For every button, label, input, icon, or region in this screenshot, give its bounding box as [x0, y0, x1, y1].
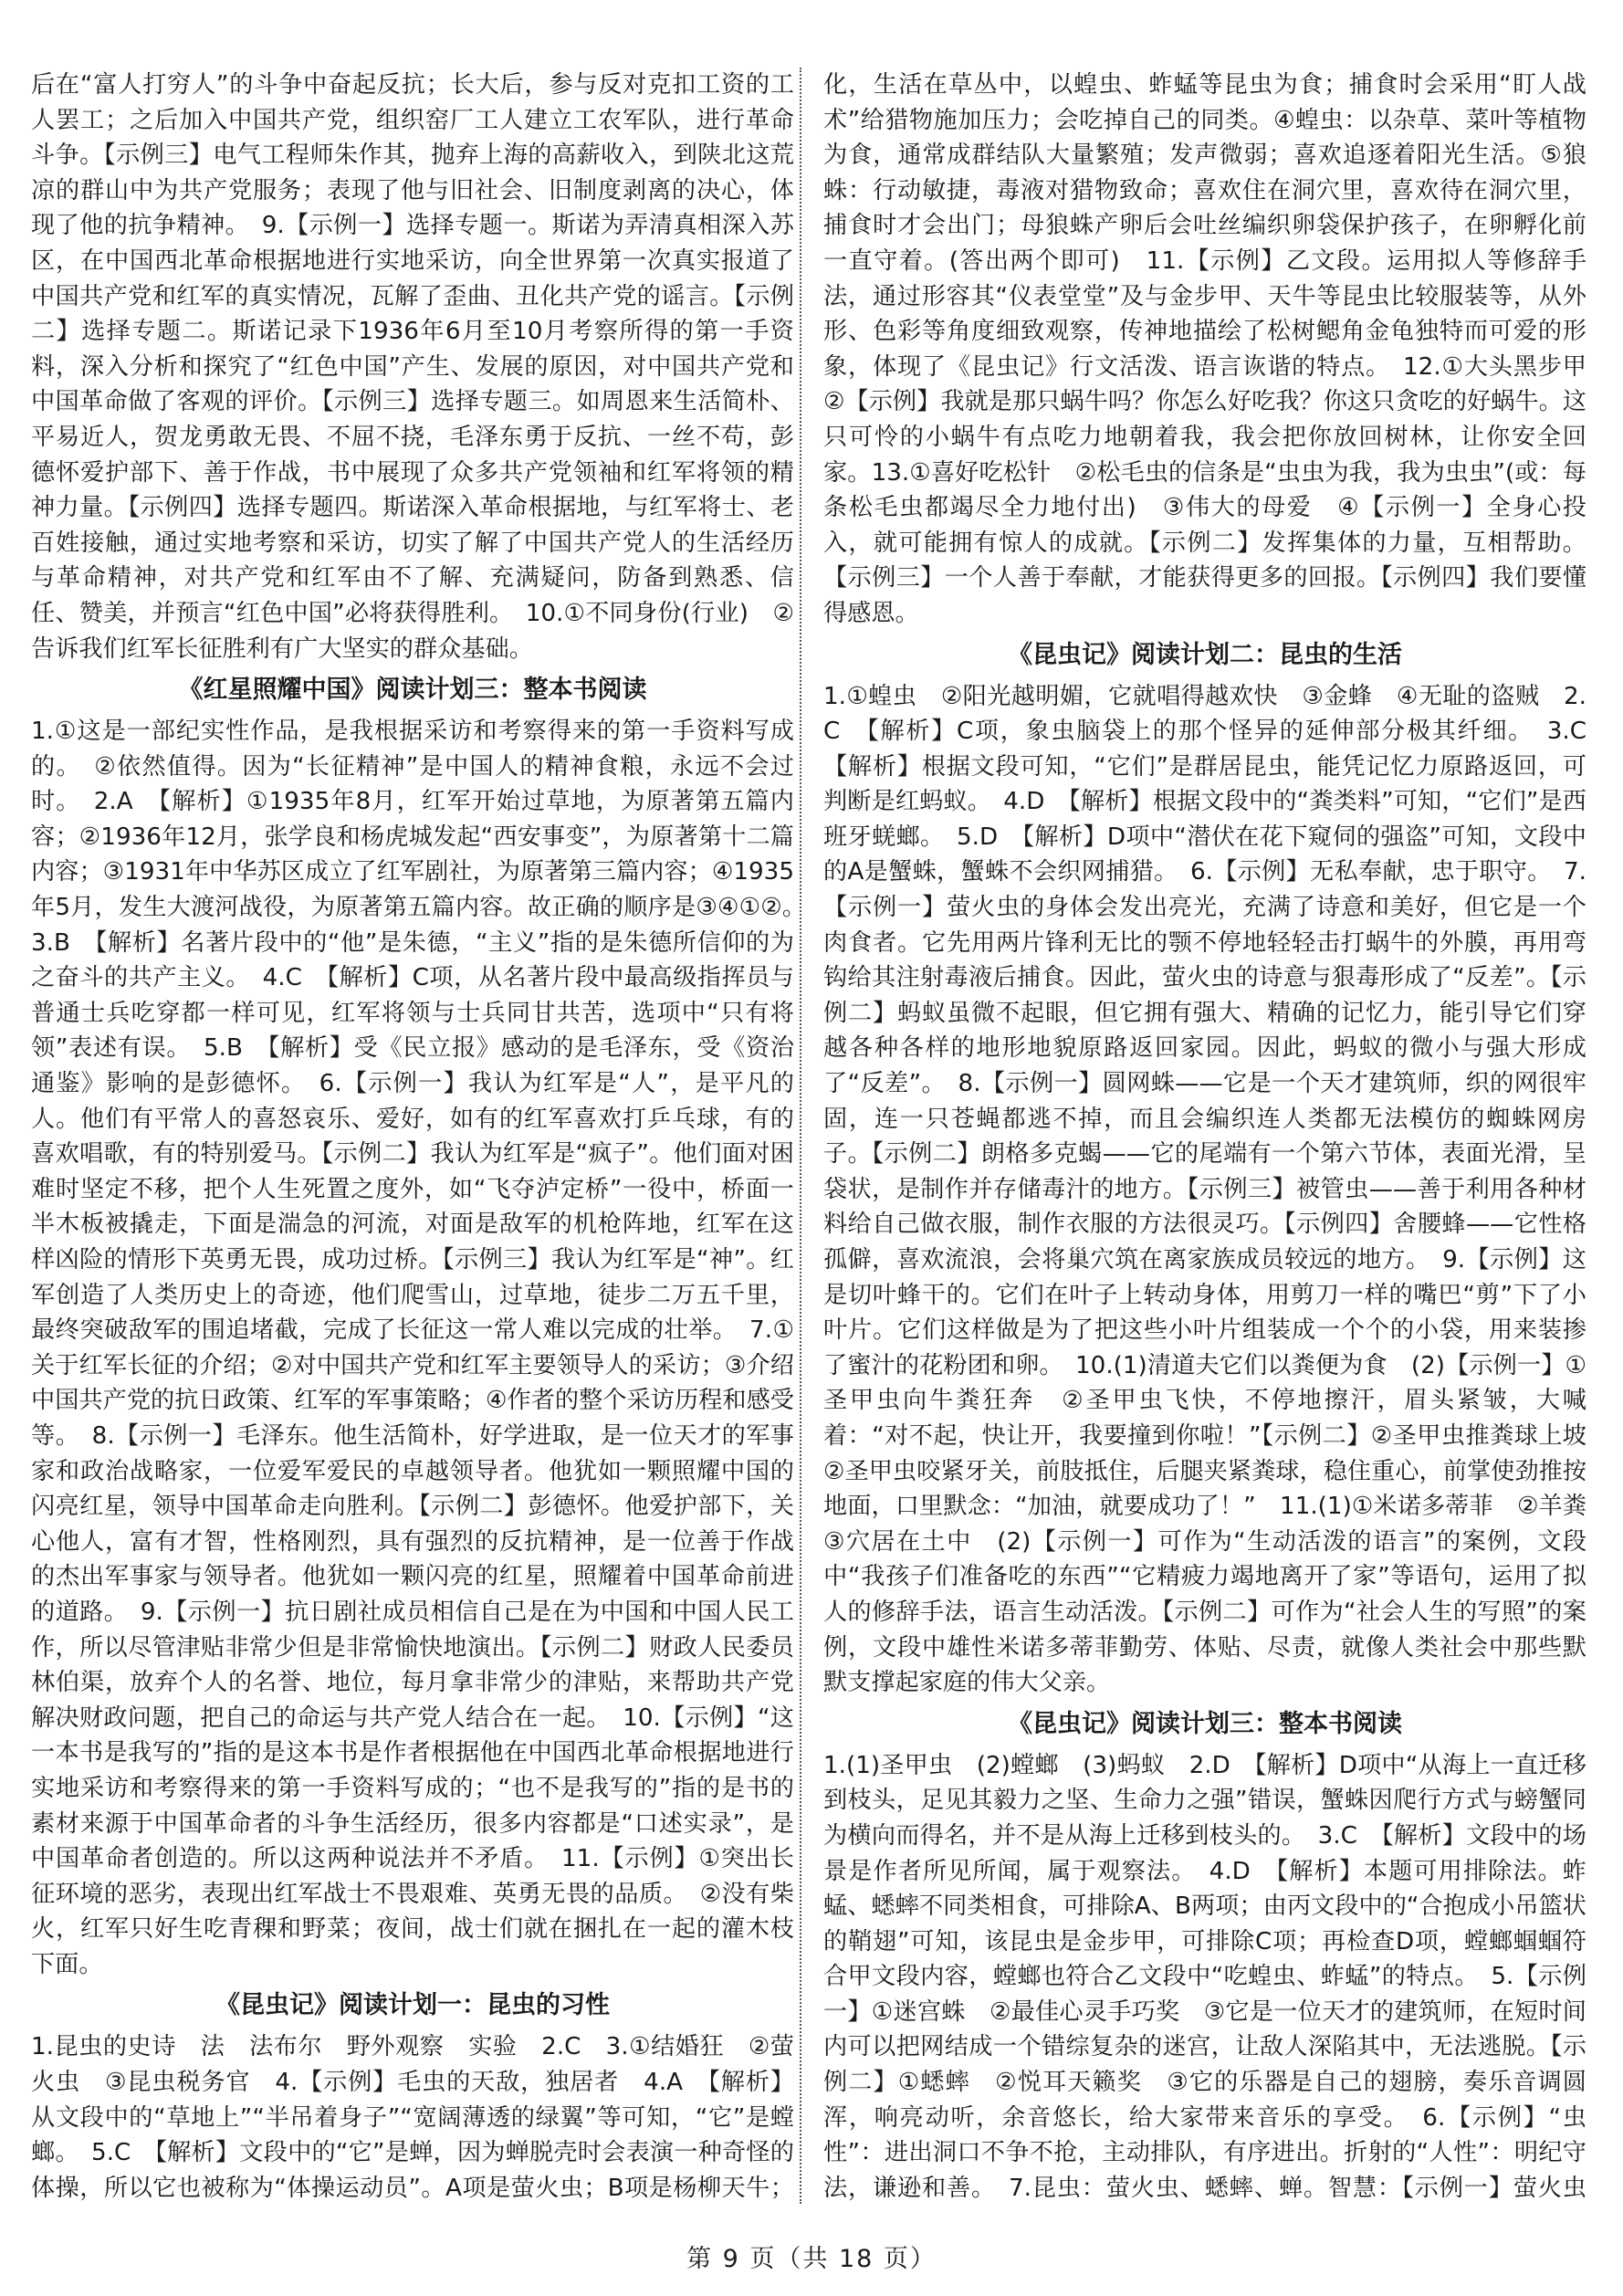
left-column: [31, 68, 794, 2204]
section-heading-red-star-plan-3: 《红星照耀中国》阅读计划三：整本书阅读: [178, 676, 647, 705]
left-text-block-2: 1.①这是一部纪实性作品，是我根据采访和考察得来的第一手资料写成的。 ②依然值得。因为“长征精神”是中国人的精神食粮，永远不会过时。 2.A 【解析】①1935年8月，红军开始过草地，为原著第五篇内容；②1936年12月，张学良和杨虎城发起“西安事变”，为原著第十二篇内容；③1931年中华苏区成立了红军剧社，为原著第三篇内容；④1935年5月，发生大渡河战役，为原著第五篇内容。故正确的顺序是③④①②。 3.B 【解析】名著片段中的“他”是朱德，“主义”指的是朱德所信仰的为之奋斗的共产主义。 4.C 【解析】C项，从名著片段中最高级指挥员与普通士兵吃穿都一样可见，红军将领与士兵同甘共苦，选项中“只有将领”表述有误。 5.B 【解析】受《民立报》感动的是毛泽东，受《资治通鉴》影响的是彭德怀。 6.【示例一】我认为红军是“人”，是平凡的人。他们有平常人的喜怒哀乐、爱好，如有的红军喜欢打乒乓球，有的喜欢唱歌，有的特别爱马。【示例二】我认为红军是“疯子”。他们面对困难时坚定不移，把个人生死置之度外，如“飞夺泸定桥”一役中，桥面一半木板被撬走，下面是湍急的河流，对面是敌军的机枪阵地，红军在这样凶险的情形下英勇无畏，成功过桥。【示例三】我认为红军是“神”。红军创造了人类历史上的奇迹，他们爬雪山，过草地，徒步二万五千里，最终突破敌军的围追堵截，完成了长征这一常人难以完成的壮举。 7.①关于红军长征的介绍；②对中国共产党和红军主要领导人的采访；③介绍中国共产党的抗日政策、红军的军事策略；④作者的整个采访历程和感受等。 8.【示例一】毛泽东。他生活简朴，好学进取，是一位天才的军事家和政治战略家，一位爱军爱民的卓越领导者。他犹如一颗照耀中国的闪亮红星，领导中国革命走向胜利。【示例二】彭德怀。他爱护部下，关心他人，富有才智，性格刚烈，具有强烈的反抗精神，是一位善于作战的杰出军事家与领导者。他犹如一颗闪亮的红星，照耀着中国革命前进的道路。 9.【示例一】抗日剧社成员相信自己是在为中国和中国人民工作，所以尽管津贴非常少但是非常愉快地演出。【示例二】财政人民委员林伯渠，放弃个人的名誉、地位，每月拿非常少的津贴，来帮助共产党解决财政问题，把自己的命运与共产党人结合在一起。 10.【示例】“这一本书是我写的”指的是这本书是作者根据他在中国西北革命根据地进行实地采访和考察得来的第一手资料写成的；“也不是我写的”指的是书的素材来源于中国革命者的斗争生活经历，很多内容都是“口述实录”，是中国革命者创造的。所以这两种说法并不矛盾。 11.【示例】①突出长征环境的恶劣，表现出红军战士不畏艰难、英勇无畏的品质。 ②没有柴火，红军只好生吃青稞和野菜；夜间，战士们就在捆扎在一起的灌木枝下面。: [31, 718, 794, 1978]
page-number-footer: 第 9 页（共 18 页）: [686, 2245, 937, 2273]
column-divider: [800, 68, 801, 2204]
section-heading-insects-plan-2: 《昆虫记》阅读计划二：昆虫的生活: [1008, 640, 1402, 669]
right-text-block-1: 化，生活在草丛中，以蝗虫、蚱蜢等昆虫为食；捕食时会采用“盯人战术”给猎物施加压力；会吃掉自己的同类。④蝗虫：以杂草、菜叶等植物为食，通常成群结队大量繁殖；发声微弱；喜欢追逐着阳光生活。⑤狼蛛：行动敏捷，毒液对猎物致命；喜欢住在洞穴里，喜欢待在洞穴里，捕食时才会出门；母狼蛛产卵后会吐丝编织卵袋保护孩子，在卵孵化前一直守着。(答出两个即可) 11.【示例】乙文段。运用拟人等修辞手法，通过形容其“仪表堂堂”及与金步甲、天牛等昆虫比较服装等，从外形、色彩等角度细致观察，传神地描绘了松树鳃角金龟独特而可爱的形象，体现了《昆虫记》行文活泼、语言诙谐的特点。 12.①大头黑步甲 ②【示例】我就是那只蜗牛吗？你怎么好吃我？你这只贪吃的好蜗牛。这只可怜的小蜗牛有点吃力地朝着我，我会把你放回树林，让你安全回家。13.①喜好吃松针 ②松毛虫的信条是“虫虫为我，我为虫虫”(或：每条松毛虫都竭尽全力地付出) ③伟大的母爱 ④【示例一】全身心投入，就可能拥有惊人的成就。【示例二】发挥集体的力量，互相帮助。【示例三】一个人善于奉献，才能获得更多的回报。【示例四】我们要懂得感恩。: [823, 71, 1586, 627]
left-text-block-1: 后在“富人打穷人”的斗争中奋起反抗；长大后，参与反对克扣工资的工人罢工；之后加入中国共产党，组织窑厂工人建立工农军队，进行革命斗争。【示例三】电气工程师朱作其，抛弃上海的高薪收入，到陕北这荒凉的群山中为共产党服务；表现了他与旧社会、旧制度剥离的决心，体现了他的抗争精神。 9.【示例一】选择专题一。斯诺为弄清真相深入苏区，在中国西北革命根据地进行实地采访，向全世界第一次真实报道了中国共产党和红军的真实情况，瓦解了歪曲、丑化共产党的谣言。【示例二】选择专题二。斯诺记录下1936年6月至10月考察所得的第一手资料，深入分析和探究了“红色中国”产生、发展的原因，对中国共产党和中国革命做了客观的评价。【示例三】选择专题三。如周恩来生活简朴、平易近人，贺龙勇敢无畏、不屈不挠，毛泽东勇于反抗、一丝不苟，彭德怀爱护部下、善于作战，书中展现了众多共产党领袖和红军将领的精神力量。【示例四】选择专题四。斯诺深入革命根据地，与红军将士、老百姓接触，通过实地考察和采访，切实了解了中国共产党人的生活经历与革命精神，对共产党和红军由不了解、充满疑问，防备到熟悉、信任、赞美，并预言“红色中国”必将获得胜利。 10.①不同身份(行业) ②告诉我们红军长征胜利有广大坚实的群众基础。: [31, 71, 794, 663]
section-heading-insects-plan-1: 《昆虫记》阅读计划一：昆虫的习性: [215, 1991, 610, 2020]
right-text-block-2: 1.①蝗虫 ②阳光越明媚，它就唱得越欢快 ③金蜂 ④无耻的盗贼 2.C 【解析】C项，象虫脑袋上的那个怪异的延伸部分极其纤细。 3.C 【解析】根据文段可知，“它们”是群居昆虫，能凭记忆力原路返回，可判断是红蚂蚁。 4.D 【解析】根据文段中的“粪类料”可知，“它们”是西班牙蜣螂。 5.D 【解析】D项中“潜伏在花下窥伺的强盗”可知，文段中的A是蟹蛛，蟹蛛不会织网捕猎。 6.【示例】无私奉献，忠于职守。 7.【示例一】萤火虫的身体会发出亮光，充满了诗意和美好，但它是一个肉食者。它先用两片锋利无比的颚不停地轻轻击打蜗牛的外膜，再用弯钩给其注射毒液后捕食。因此，萤火虫的诗意与狠毒形成了“反差”。【示例二】蚂蚁虽微不起眼，但它拥有强大、精确的记忆力，能引导它们穿越各种各样的地形地貌原路返回家园。因此，蚂蚁的微小与强大形成了“反差”。 8.【示例一】圆网蛛——它是一个天才建筑师，织的网很牢固，连一只苍蝇都逃不掉，而且会编织连人类都无法模仿的蜘蛛网房子。【示例二】朗格多克蝎——它的尾端有一个第六节体，表面光滑，呈袋状，是制作并存储毒汁的地方。【示例三】被管虫——善于利用各种材料给自己做衣服，制作衣服的方法很灵巧。【示例四】舍腰蜂——它性格孤僻，喜欢流浪，会将巢穴筑在离家族成员较远的地方。 9.【示例】这是切叶蜂干的。它们在叶子上转动身体，用剪刀一样的嘴巴“剪”下了小叶片。它们这样做是为了把这些小叶片组装成一个个的小袋，用来装掺了蜜汁的花粉团和卵。 10.(1)清道夫它们以粪便为食 (2)【示例一】①圣甲虫向牛粪狂奔 ②圣甲虫飞快，不停地擦汗，眉头紧皱，大喊着：“对不起，快让开，我要撞到你啦！”【示例二】②圣甲虫推粪球上坡 ②圣甲虫咬紧牙关，前肢抵住，后腿夹紧粪球，稳住重心，前掌使劲推按地面，口里默念：“加油，就要成功了！” 11.(1)①米诺多蒂菲 ②羊粪 ③穴居在土中 (2)【示例一】可作为“生动活泼的语言”的案例，文段中“我孩子们准备吃的东西”“它精疲力竭地离开了家”等语句，运用了拟人的修辞手法，语言生动活泼。【示例二】可作为“社会人生的写照”的案例，文段中雄性米诺多蒂菲勤劳、体贴、尽责，就像人类社会中那些默默支撑起家庭的伟大父亲。: [823, 682, 1586, 1697]
right-text-block-3: 1.(1)圣甲虫 (2)螳螂 (3)蚂蚁 2.D 【解析】D项中“从海上一直迁移到枝头，足见其毅力之坚、生命力之强”错误，蟹蛛因爬行方式与螃蟹同为横向而得名，并不是从海上迁移到枝头的。 3.C 【解析】文段中的场景是作者所见所闻，属于观察法。 4.D 【解析】本题可用排除法。蚱蜢、蟋蟀不同类相食，可排除A、B两项；由丙文段中的“合抱成小吊篮状的鞘翅”可知，该昆虫是金步甲，可排除C项；再检查D项，螳螂蝈蝈符合甲文段内容，螳螂也符合乙文段中“吃蝗虫、蚱蜢”的特点。 5.【示例一】①迷宫蛛 ②最佳心灵手巧奖 ③它是一位天才的建筑师，在短时间内可以把网结成一个错综复杂的迷宫，让敌人深陷其中，无法逃脱。【示例二】①蟋蟀 ②悦耳天籁奖 ③它的乐器是自己的翅膀，奏乐音调圆浑，响亮动听，余音悠长，给大家带来音乐的享受。 6.【示例】“虫性”：进出洞口不争不抢，主动排队，有序进出。折射的“人性”：明纪守法，谦逊和善。 7.昆虫：萤火虫、蟋蟀、蝉。智慧：【示例一】萤火虫: [823, 1751, 1586, 2202]
section-heading-insects-plan-3: 《昆虫记》阅读计划三：整本书阅读: [1008, 1709, 1402, 1738]
right-column: [823, 68, 1586, 2204]
left-text-block-3: 1.昆虫的史诗 法 法布尔 野外观察 实验 2.C 3.①结婚狂 ②萤火虫 ③昆虫税务官 4.【示例】毛虫的天敌，独居者 4.A 【解析】从文段中的“草地上”“半吊着身子”“宽阔薄透的绿翼”等可知，“它”是螳螂。 5.C 【解析】文段中的“它”是蝉，因为蝉脱壳时会表演一种奇怪的体操，所以它也被称为“体操运动员”。A项是萤火虫；B项是杨柳天牛；: [31, 2033, 794, 2202]
